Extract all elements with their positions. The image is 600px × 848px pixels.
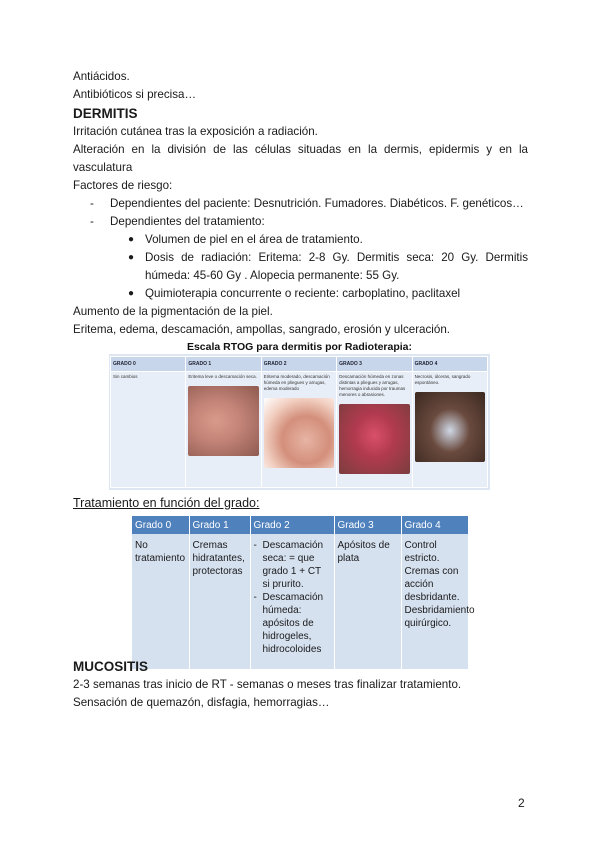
treatment-cell-grado-2 [250, 534, 334, 669]
rtog-header-0: GRADO 0 [111, 357, 186, 372]
mucositis-section [73, 657, 528, 712]
list-item [73, 195, 528, 213]
skin-photo-grade-1 [188, 386, 258, 456]
list-item [254, 539, 331, 591]
dermitis-paragraph-4: Eritema, edema, descamación, ampollas, sangrado, erosión y ulceración. [73, 323, 450, 336]
rtog-cell-0 [111, 372, 186, 488]
skin-photo-grade-4 [415, 392, 485, 462]
rtog-header-1: GRADO 1 [186, 357, 261, 372]
bullet-dot: ● [128, 288, 135, 299]
rtog-header-3: GRADO 3 [337, 357, 412, 372]
dash-bullet: - [253, 592, 257, 603]
treatment-table [132, 516, 475, 669]
bullet-dot: ● [128, 252, 135, 263]
list-item [73, 249, 528, 285]
rtog-cell-text: Eritema leve o descamación seca. [188, 374, 257, 379]
dermitis-paragraph-2: Alteración en la división de las células situadas en la dermis, epidermis y en la vasculatura [73, 143, 528, 174]
page-content [73, 68, 528, 339]
rtog-cell-text: Necrosis, úlceras, sangrado espontáneo. [414, 374, 471, 385]
treatment-header-1: Grado 1 [189, 516, 250, 534]
list-item-text: Dependientes del paciente: Desnutrición. Fumadores. Diabéticos. F. genéticos… [110, 197, 524, 210]
rtog-title: Escala RTOG para dermitis por Radioterapia: [109, 340, 490, 354]
list-item-text: Volumen de piel en el área de tratamiento. [145, 233, 363, 246]
grado-2-list [254, 539, 331, 656]
list-item-text: Descamación seca: = que grado 1 + CT si prurito. [262, 540, 324, 590]
heading-dermitis: DERMITIS [73, 106, 138, 121]
rtog-cell-text: Descamación húmeda en zonas distintas a pliegues y arrugas, hemorragia inducida por traumas menores o abrasiones. [339, 374, 406, 397]
treatment-factors-list [73, 231, 528, 303]
mucositis-paragraph-1: 2-3 semanas tras inicio de RT - semanas o meses tras finalizar tratamiento. [73, 678, 462, 691]
bullet-dot: ● [128, 234, 135, 245]
heading-mucositis: MUCOSITIS [73, 659, 149, 674]
rtog-cell-1 [186, 372, 261, 488]
text-antiacidos: Antiácidos. [73, 70, 130, 83]
dash-bullet: - [90, 215, 94, 228]
risk-factors-label: Factores de riesgo: [73, 179, 173, 192]
dermitis-paragraph-1: Irritación cutánea tras la exposición a radiación. [73, 125, 318, 138]
list-item-text: Quimioterapia concurrente o reciente: carboplatino, paclitaxel [145, 287, 461, 300]
rtog-cell-4 [412, 372, 487, 488]
treatment-cell-grado-0: No tratamiento [132, 534, 189, 669]
treatment-header-0: Grado 0 [132, 516, 189, 534]
skin-photo-grade-2 [264, 398, 334, 468]
mucositis-paragraph-2: Sensación de quemazón, disfagia, hemorragias… [73, 696, 330, 709]
rtog-scale-image [109, 340, 490, 490]
rtog-table [110, 356, 488, 488]
treatment-header-3: Grado 3 [334, 516, 401, 534]
rtog-cell-text: Eritema moderado, descamación húmeda en pliegues y arrugas, edema moderado [263, 374, 330, 391]
treatment-header-4: Grado 4 [401, 516, 468, 534]
dermitis-paragraph-3: Aumento de la pigmentación de la piel. [73, 305, 273, 318]
text-antibioticos: Antibióticos si precisa… [73, 88, 197, 101]
rtog-cell-text: Sin cambios [113, 374, 138, 379]
treatment-cell-grado-4: Control estricto. Cremas con acción desbridante. Desbridamiento quirúrgico. [401, 534, 468, 669]
treatment-subtitle: Tratamiento en función del grado: [73, 496, 260, 510]
risk-factors-list [73, 195, 528, 231]
list-item-text: Descamación húmeda: apósitos de hidrogeles, hidrocoloides [262, 592, 324, 655]
treatment-header-2: Grado 2 [250, 516, 334, 534]
rtog-cell-2 [261, 372, 336, 488]
list-item [73, 285, 528, 303]
rtog-header-4: GRADO 4 [412, 357, 487, 372]
list-item [73, 231, 528, 249]
dash-bullet: - [253, 540, 257, 551]
treatment-cell-grado-1: Cremas hidratantes, protectoras [189, 534, 250, 669]
list-item-text: Dependientes del tratamiento: [110, 215, 265, 228]
dash-bullet: - [90, 197, 94, 210]
rtog-header-2: GRADO 2 [261, 357, 336, 372]
page-number: 2 [518, 796, 525, 810]
list-item [73, 213, 528, 231]
list-item [254, 591, 331, 656]
treatment-cell-grado-3: Apósitos de plata [334, 534, 401, 669]
skin-photo-grade-3 [339, 404, 409, 474]
list-item-text: Dosis de radiación: Eritema: 2-8 Gy. Dermitis seca: 20 Gy. Dermitis húmeda: 45-60 Gy . Alopecia permanente: 55 Gy. [145, 251, 528, 282]
rtog-cell-3 [337, 372, 412, 488]
